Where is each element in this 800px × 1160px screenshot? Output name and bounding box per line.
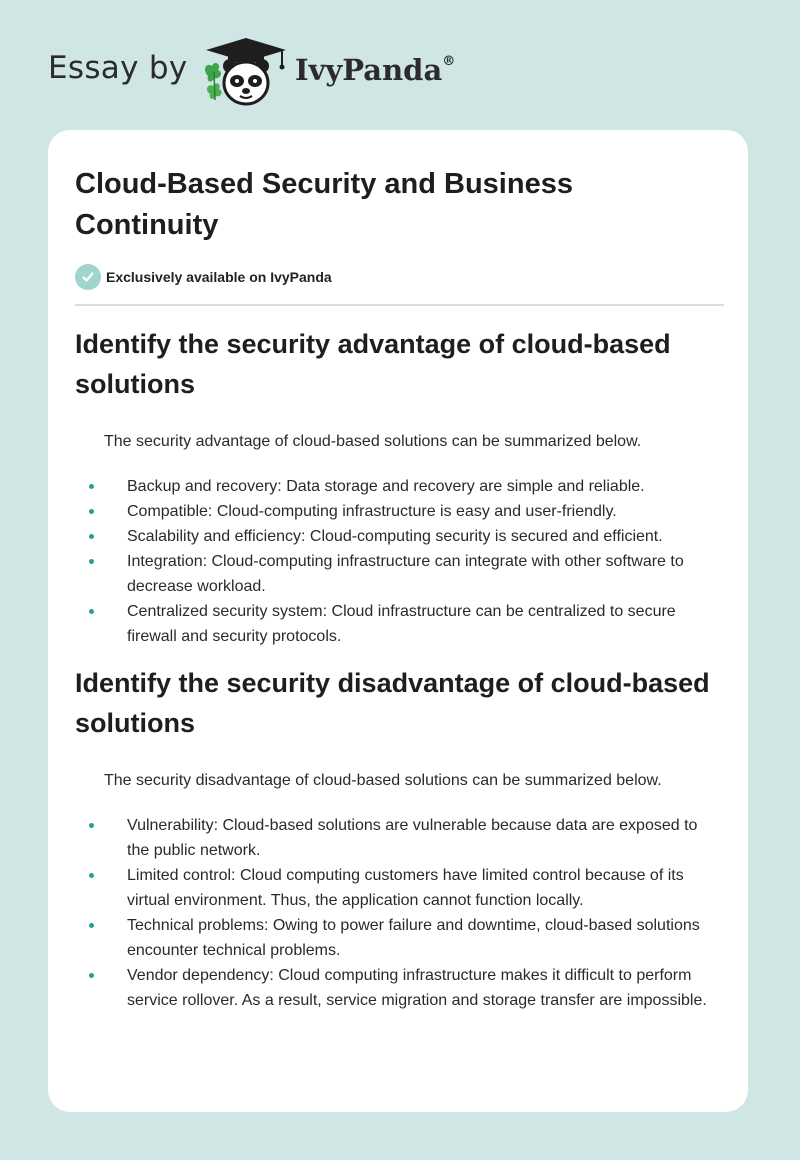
bullet-dot-icon xyxy=(89,873,94,878)
section-intro: The security advantage of cloud-based solutions can be summarized below. xyxy=(104,433,642,450)
list-item: Vendor dependency: Cloud computing infrastructure makes it difficult to perform service rollover. As a result, service migration and storage transfer are impossible. xyxy=(75,963,724,1013)
bullet-list xyxy=(75,813,724,1013)
brand-wordmark[interactable]: IvyPanda® xyxy=(295,53,456,87)
bullet-list xyxy=(75,474,724,649)
panda-logo-icon[interactable] xyxy=(200,36,292,108)
exclusive-badge xyxy=(75,264,724,290)
site-header xyxy=(48,36,508,108)
bullet-dot-icon xyxy=(89,823,94,828)
list-item: Compatible: Cloud-computing infrastructure is easy and user-friendly. xyxy=(75,499,724,524)
list-item: Vulnerability: Cloud-based solutions are vulnerable because data are exposed to the public network. xyxy=(75,813,724,863)
bullet-dot-icon xyxy=(89,973,94,978)
essay-by-label: Essay by xyxy=(48,50,188,86)
list-item: Backup and recovery: Data storage and recovery are simple and reliable. xyxy=(75,474,724,499)
list-item: Centralized security system: Cloud infrastructure can be centralized to secure firewall and security protocols. xyxy=(75,599,724,649)
check-icon xyxy=(75,264,101,290)
bullet-dot-icon xyxy=(89,559,94,564)
essay-card xyxy=(48,130,748,1112)
list-item: Integration: Cloud-computing infrastructure can integrate with other software to decrease workload. xyxy=(75,549,724,599)
list-item: Scalability and efficiency: Cloud-computing security is secured and efficient. xyxy=(75,524,724,549)
section-heading: Identify the security disadvantage of cloud-based solutions xyxy=(75,668,710,738)
bullet-dot-icon xyxy=(89,923,94,928)
section-heading: Identify the security advantage of cloud-based solutions xyxy=(75,329,671,399)
badge-label: Exclusively available on IvyPanda xyxy=(106,269,332,285)
bullet-dot-icon xyxy=(89,509,94,514)
bullet-dot-icon xyxy=(89,534,94,539)
bullet-dot-icon xyxy=(89,609,94,614)
list-item: Technical problems: Owing to power failure and downtime, cloud-based solutions encounter technical problems. xyxy=(75,913,724,963)
page-title: Cloud-Based Security and Business Continuity xyxy=(75,168,573,241)
bullet-dot-icon xyxy=(89,484,94,489)
divider xyxy=(75,304,724,306)
list-item: Limited control: Cloud computing customers have limited control because of its virtual environment. Thus, the application cannot function locally. xyxy=(75,863,724,913)
section-intro: The security disadvantage of cloud-based solutions can be summarized below. xyxy=(104,772,662,789)
